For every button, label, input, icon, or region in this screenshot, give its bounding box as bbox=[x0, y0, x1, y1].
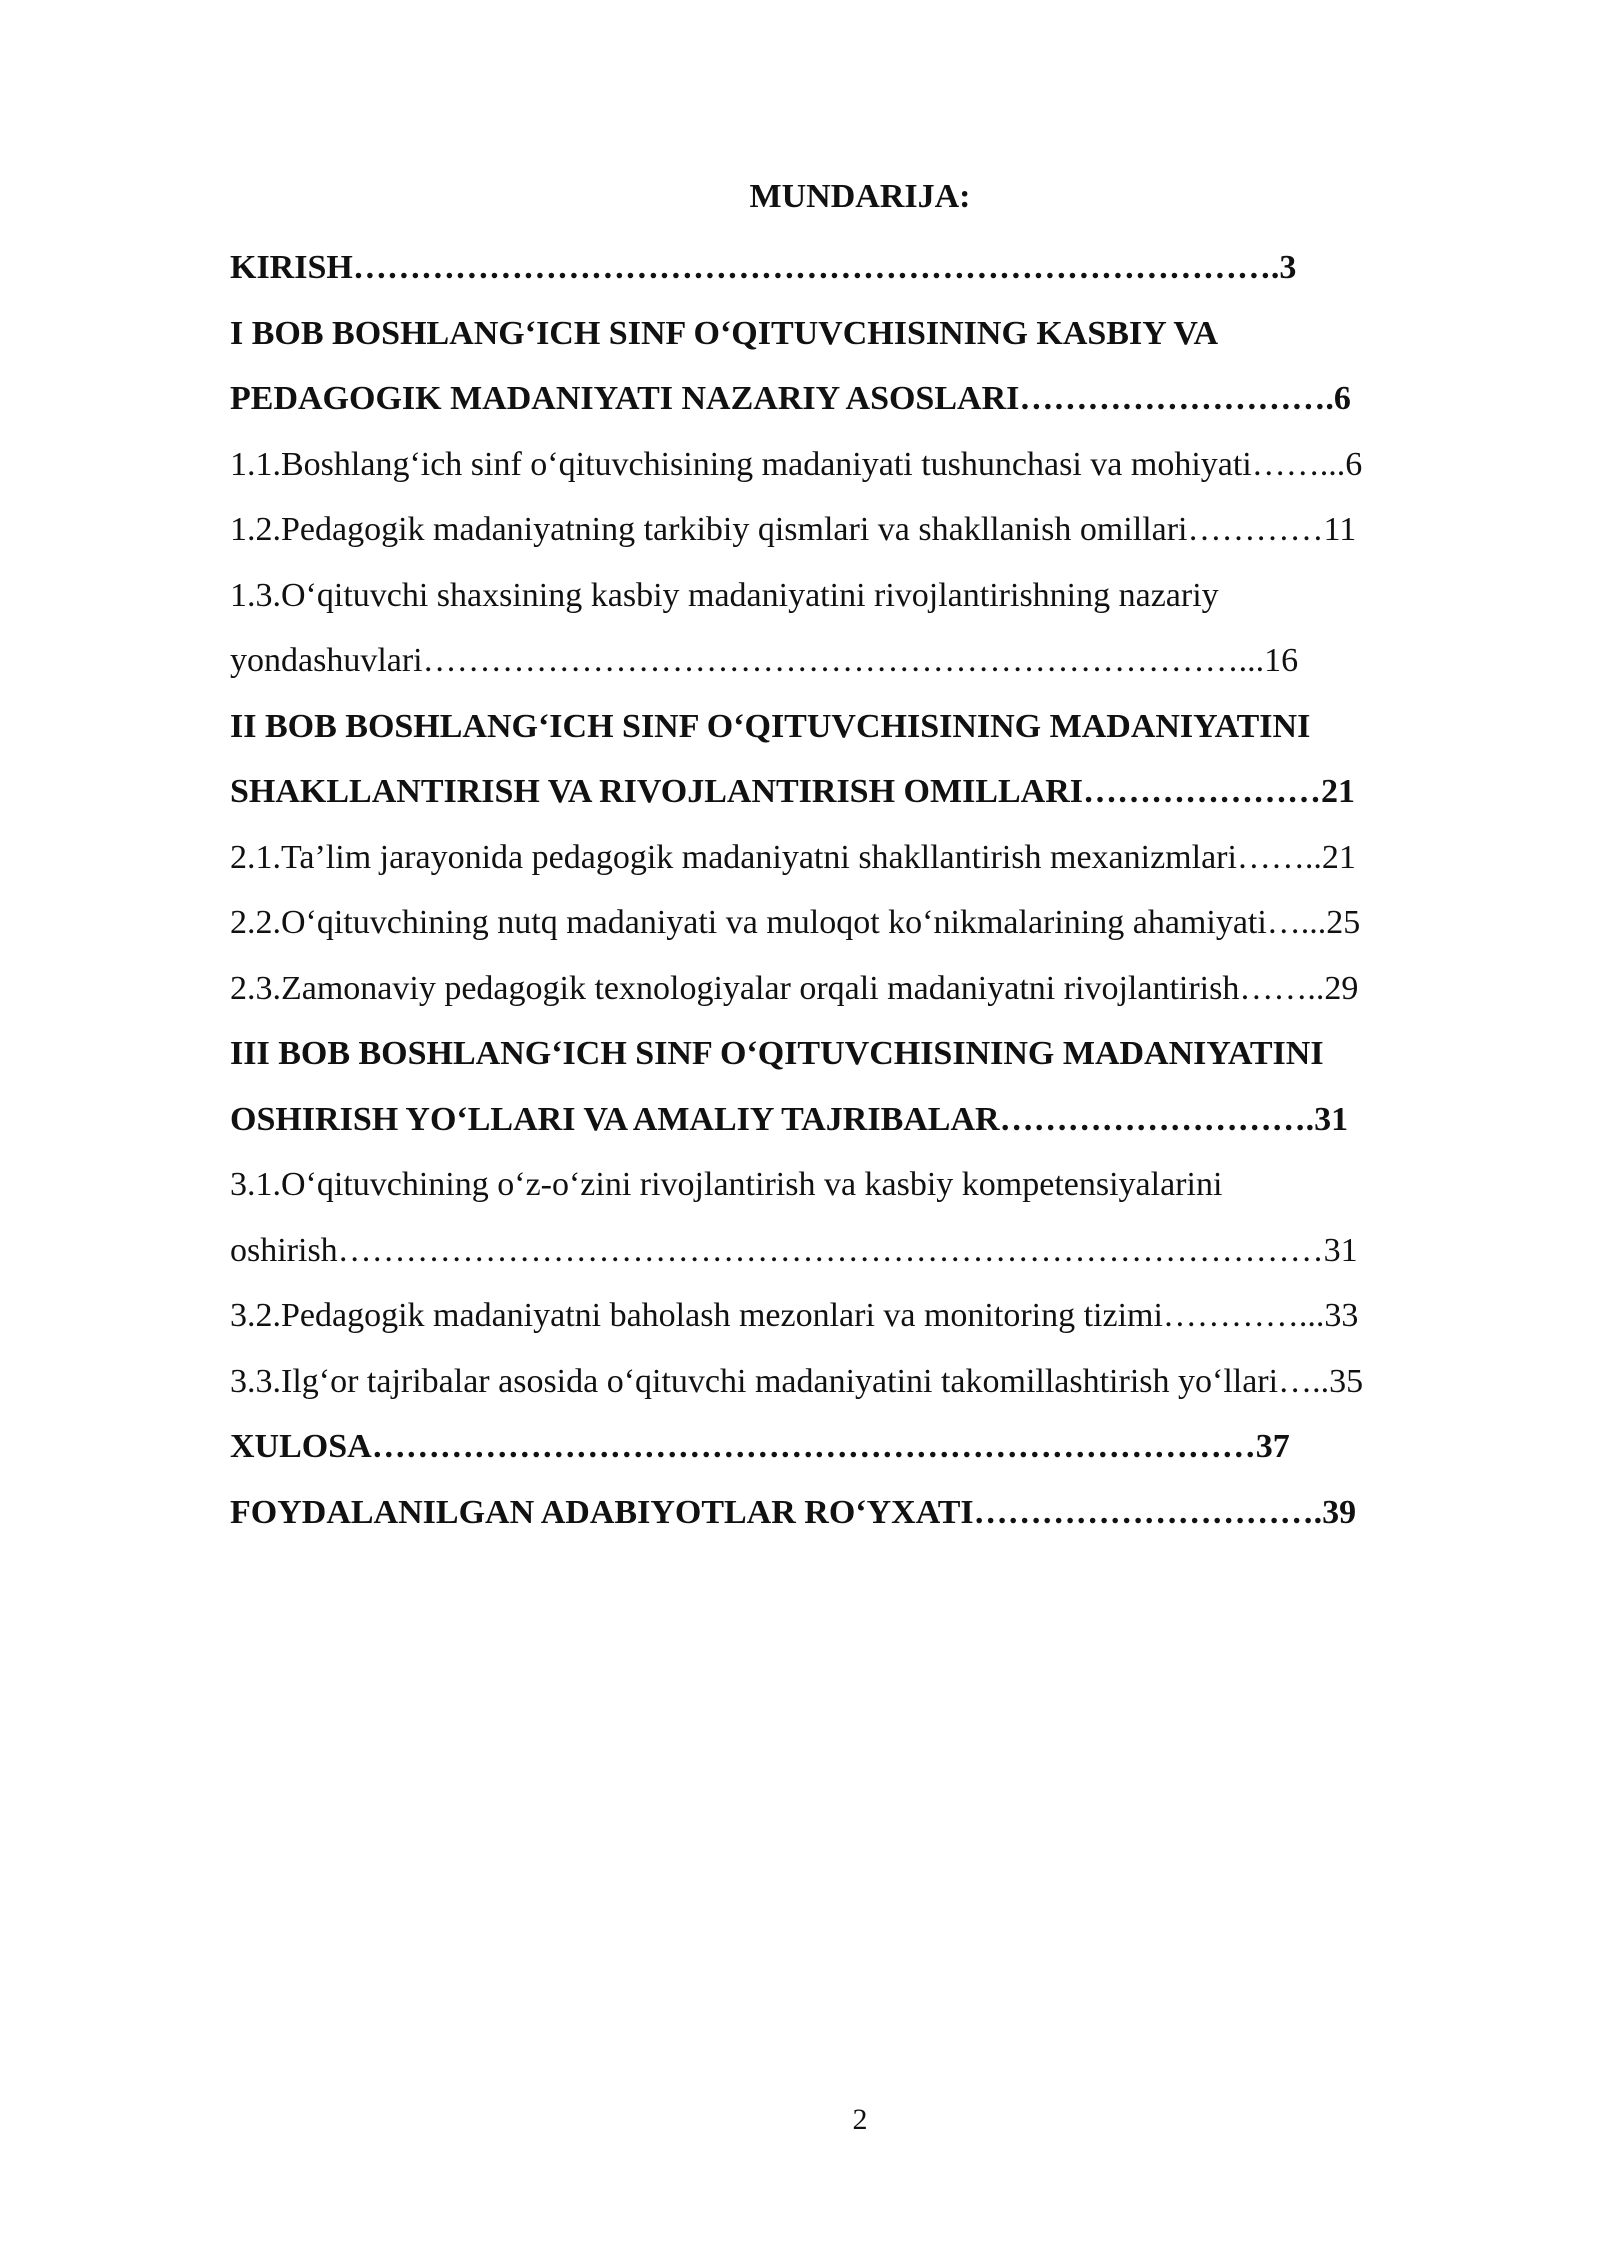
toc-entry-chapter-2-line-2: SHAKLLANTIRISH VA RIVOJLANTIRISH OMILLARI…………………21 bbox=[230, 773, 1356, 810]
toc-entry-section-1-3-line-1: 1.3.O‘qituvchi shaxsining kasbiy madaniyatini rivojlantirishning nazariy bbox=[230, 576, 1219, 614]
toc-entry-section-1-3-line-2: yondashuvlari………………………………………………………………...16 bbox=[230, 642, 1299, 679]
toc-entry-chapter-1-line-1: I BOB BOSHLANG‘ICH SINF O‘QITUVCHISINING KASBIY VA bbox=[230, 314, 1219, 352]
toc-entry-section-3-2: 3.2.Pedagogik madaniyatni baholash mezonlari va monitoring tizimi…………...33 bbox=[230, 1297, 1359, 1334]
toc-entry-chapter-3-line-1: III BOB BOSHLANG‘ICH SINF O‘QITUVCHISINING MADANIYATINI bbox=[230, 1035, 1324, 1072]
toc-entry-chapter-2-line-1: II BOB BOSHLANG‘ICH SINF O‘QITUVCHISINING MADANIYATINI bbox=[230, 707, 1311, 745]
toc-entry-chapter-1-line-2: PEDAGOGIK MADANIYATI NAZARIY ASOSLARI……………………….6 bbox=[230, 380, 1351, 417]
toc-entry-section-3-3: 3.3.Ilg‘or tajribalar asosida o‘qituvchi madaniyatini takomillashtirish yo‘llari…..35 bbox=[230, 1362, 1364, 1400]
toc-entry-references: FOYDALANILGAN ADABIYOTLAR RO‘YXATI………………………….39 bbox=[230, 1493, 1357, 1531]
toc-entry-section-3-1-line-1: 3.1.O‘qituvchining o‘z-o‘zini rivojlantirish va kasbiy kompetensiyalarini bbox=[230, 1166, 1223, 1203]
toc-entry-section-3-1-line-2: oshirish……………………………………………………………………………31 bbox=[230, 1231, 1358, 1269]
toc-list bbox=[230, 235, 1490, 1545]
toc-entry-chapter-3-line-2: OSHIRISH YO‘LLARI VA AMALIY TAJRIBALAR……………………….31 bbox=[230, 1100, 1349, 1138]
toc-title: MUNDARIJA: bbox=[749, 178, 971, 215]
toc-entry-section-2-3: 2.3.Zamonaviy pedagogik texnologiyalar orqali madaniyatni rivojlantirish……..29 bbox=[230, 969, 1359, 1007]
toc-entry-section-1-2: 1.2.Pedagogik madaniyatning tarkibiy qismlari va shakllanish omillari…………11 bbox=[230, 511, 1357, 548]
toc-entry-kirish: KIRISH……………………………………………………………………….3 bbox=[230, 249, 1297, 286]
page-number: 2 bbox=[852, 2103, 868, 2136]
toc-entry-section-2-1: 2.1.Ta’lim jarayonida pedagogik madaniyatni shakllantirish mexanizmlari……..21 bbox=[230, 838, 1356, 876]
toc-entry-xulosa: XULOSA……………………………………………………………………37 bbox=[230, 1428, 1290, 1465]
toc-entry-section-1-1: 1.1.Boshlang‘ich sinf o‘qituvchisining madaniyati tushunchasi va mohiyati……...6 bbox=[230, 445, 1363, 483]
toc-entry-section-2-2: 2.2.O‘qituvchining nutq madaniyati va muloqot ko‘nikmalarining ahamiyati…...25 bbox=[230, 904, 1361, 941]
